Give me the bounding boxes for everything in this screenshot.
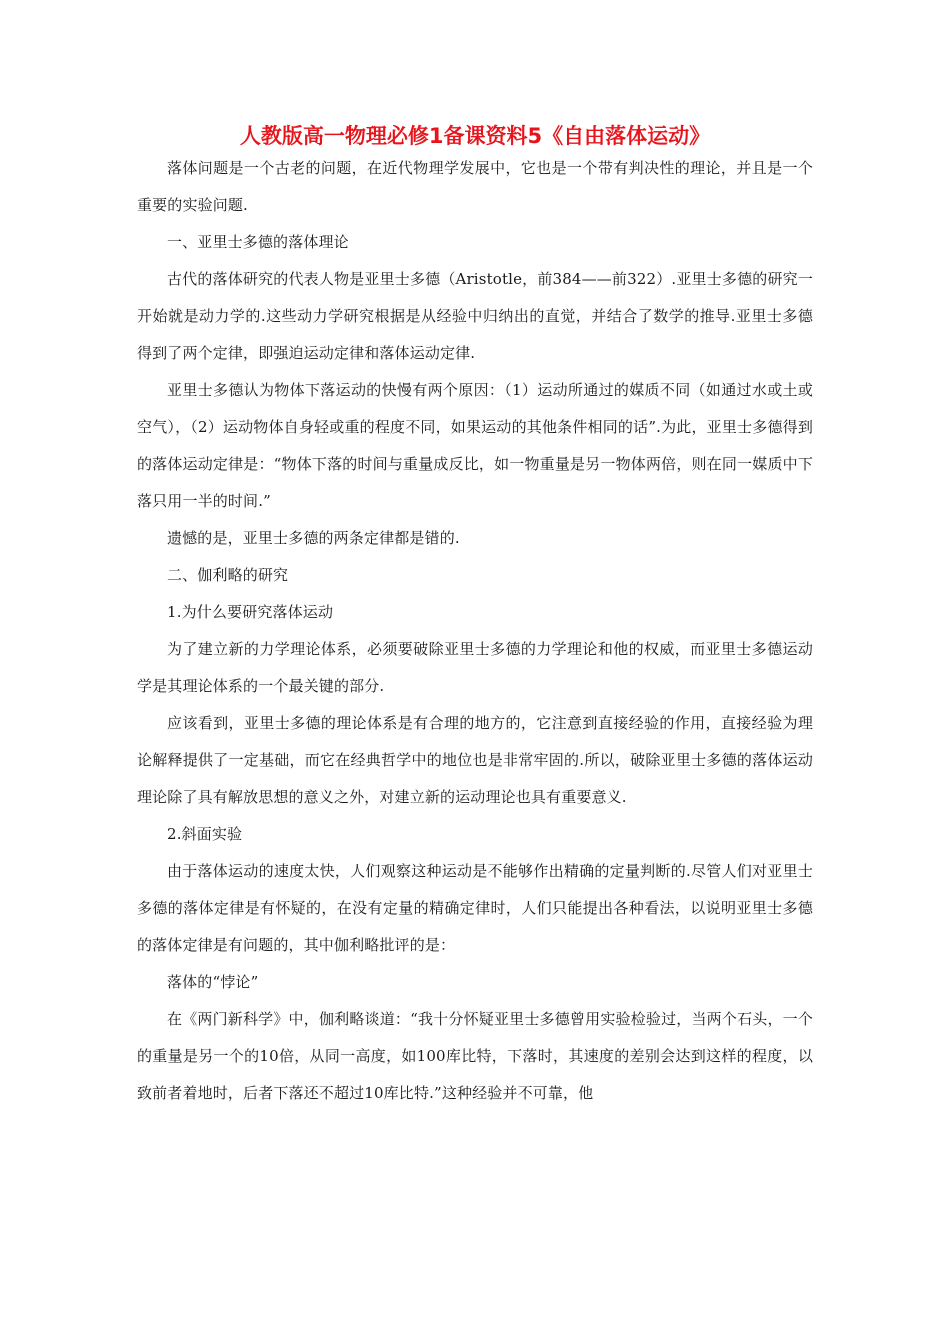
subheading-incline: 2.斜面实验 [167,825,243,843]
subheading-why-study: 1.为什么要研究落体运动 [167,603,334,621]
paragraph-intro: 落体问题是一个古老的问题，在近代物理学发展中，它也是一个带有判决性的理论，并且是一个重要的实验问题. [137,159,813,214]
section-heading-galileo: 二、伽利略的研究 [167,566,289,584]
paragraph-incline-1: 由于落体运动的速度太快，人们观察这种运动是不能够作出精确的定量判断的.尽管人们对亚里士多德的落体定律是有怀疑的，在没有定量的精确定律时，人们只能提出各种看法，以说明亚里士多德的落体定律是有问题的，其中伽利略批评的是： [137,862,813,954]
document-title: 人教版高一物理必修1备课资料5《自由落体运动》 [239,124,711,148]
paragraph-aristotle-1: 古代的落体研究的代表人物是亚里士多德（Aristotle，前384——前322）.亚里士多德的研究一开始就是动力学的.这些动力学研究根据是从经验中归纳出的直觉，并结合了数学的推导.亚里士多德得到了两个定律，即强迫运动定律和落体运动定律. [137,270,813,362]
subheading-paradox: 落体的“悖论” [167,973,259,991]
paragraph-why-study-1: 为了建立新的力学理论体系，必须要破除亚里士多德的力学理论和他的权威，而亚里士多德运动学是其理论体系的一个最关键的部分. [137,640,813,695]
paragraph-paradox-1: 在《两门新科学》中，伽利略谈道：“我十分怀疑亚里士多德曾用实验检验过，当两个石头，一个的重量是另一个的10倍，从同一高度，如100库比特，下落时，其速度的差别会达到这样的程度，以致前者着地时，后者下落还不超过10库比特.”这种经验并不可靠，他 [137,1010,813,1102]
paragraph-aristotle-3: 遗憾的是，亚里士多德的两条定律都是错的. [167,529,460,547]
paragraph-why-study-2: 应该看到，亚里士多德的理论体系是有合理的地方的，它注意到直接经验的作用，直接经验为理论解释提供了一定基础，而它在经典哲学中的地位也是非常牢固的.所以，破除亚里士多德的落体运动理论除了具有解放思想的意义之外，对建立新的运动理论也具有重要意义. [137,714,813,806]
document-body [137,150,813,1112]
section-heading-aristotle: 一、亚里士多德的落体理论 [167,233,349,251]
paragraph-aristotle-2: 亚里士多德认为物体下落运动的快慢有两个原因：（1）运动所通过的媒质不同（如通过水或土或空气），（2）运动物体自身轻或重的程度不同，如果运动的其他条件相同的话”.为此，亚里士多德得到的落体运动定律是：“物体下落的时间与重量成反比，如一物重量是另一物体两倍，则在同一媒质中下落只用一半的时间.” [137,381,813,510]
